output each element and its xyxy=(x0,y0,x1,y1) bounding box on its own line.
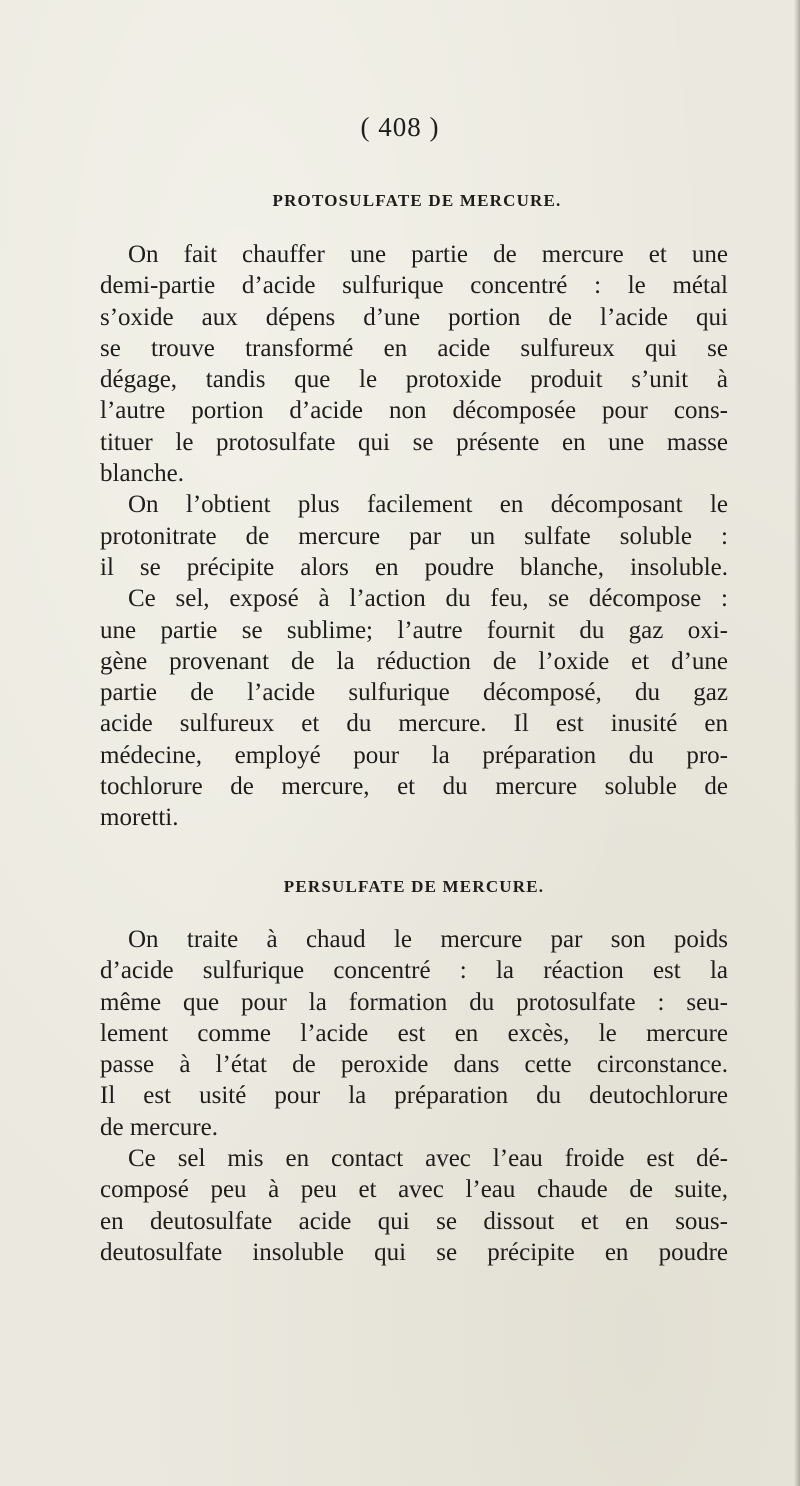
text-line: il se précipite alors en poudre blanche, insoluble. xyxy=(100,553,728,581)
text-line: dégage, tandis que le protoxide produit s’unit à xyxy=(100,366,728,394)
text-line: Ce sel, exposé à l’action du feu, se décompose : xyxy=(128,585,728,613)
section-body-persulfate xyxy=(100,924,728,1268)
text-line: gène provenant de la réduction de l’oxide et d’une xyxy=(100,647,728,675)
text-line: de mercure. xyxy=(100,1113,218,1141)
text-line: médecine, employé pour la préparation du pro- xyxy=(100,741,728,769)
text-line: On fait chauffer une partie de mercure et une xyxy=(128,241,728,268)
text-line: l’autre portion d’acide non décomposée pour cons- xyxy=(100,397,728,425)
text-line: composé peu à peu et avec l’eau chaude de suite, xyxy=(100,1176,728,1204)
text-line: tochlorure de mercure, et du mercure soluble de xyxy=(100,773,728,801)
text-line: s’oxide aux dépens d’une portion de l’acide qui xyxy=(100,303,728,331)
text-line: lement comme l’acide est en excès, le mercure xyxy=(100,1019,728,1047)
text-line: protonitrate de mercure par un sulfate soluble : xyxy=(100,522,728,550)
text-line: blanche. xyxy=(100,460,184,488)
page-number: ( 408 ) xyxy=(360,112,440,142)
text-line: demi-partie d’acide sulfurique concentré : le métal xyxy=(100,272,728,300)
section-heading-protosulfate: PROTOSULFATE DE MERCURE. xyxy=(272,191,562,210)
text-line: tituer le protosulfate qui se présente en une masse xyxy=(100,428,728,456)
text-line: partie de l’acide sulfurique décomposé, du gaz xyxy=(100,679,728,707)
text-line: se trouve transformé en acide sulfureux qui se xyxy=(100,334,728,362)
text-line: Ce sel mis en contact avec l’eau froide est dé- xyxy=(128,1145,728,1173)
text-line: Il est usité pour la préparation du deutochlorure xyxy=(100,1082,728,1110)
text-line: On l’obtient plus facilement en décomposant le xyxy=(128,491,728,519)
text-line: moretti. xyxy=(100,804,179,832)
text-line: une partie se sublime; l’autre fournit du gaz oxi- xyxy=(100,616,728,644)
section-heading-persulfate: PERSULFATE DE MERCURE. xyxy=(283,877,545,896)
text-line: même que pour la formation du protosulfate : seu- xyxy=(100,988,728,1016)
text-line: en deutosulfate acide qui se dissout et en sous- xyxy=(100,1207,728,1235)
text-line: d’acide sulfurique concentré : la réaction est la xyxy=(100,957,728,985)
text-line: passe à l’état de peroxide dans cette circonstance. xyxy=(100,1051,728,1079)
section-body-protosulfate xyxy=(100,239,728,834)
text-line: deutosulfate insoluble qui se précipite en poudre xyxy=(100,1238,728,1266)
page-edge-shadow xyxy=(794,0,800,1486)
text-line: acide sulfureux et du mercure. Il est inusité en xyxy=(100,710,728,738)
text-line: On traite à chaud le mercure par son poids xyxy=(128,926,728,953)
